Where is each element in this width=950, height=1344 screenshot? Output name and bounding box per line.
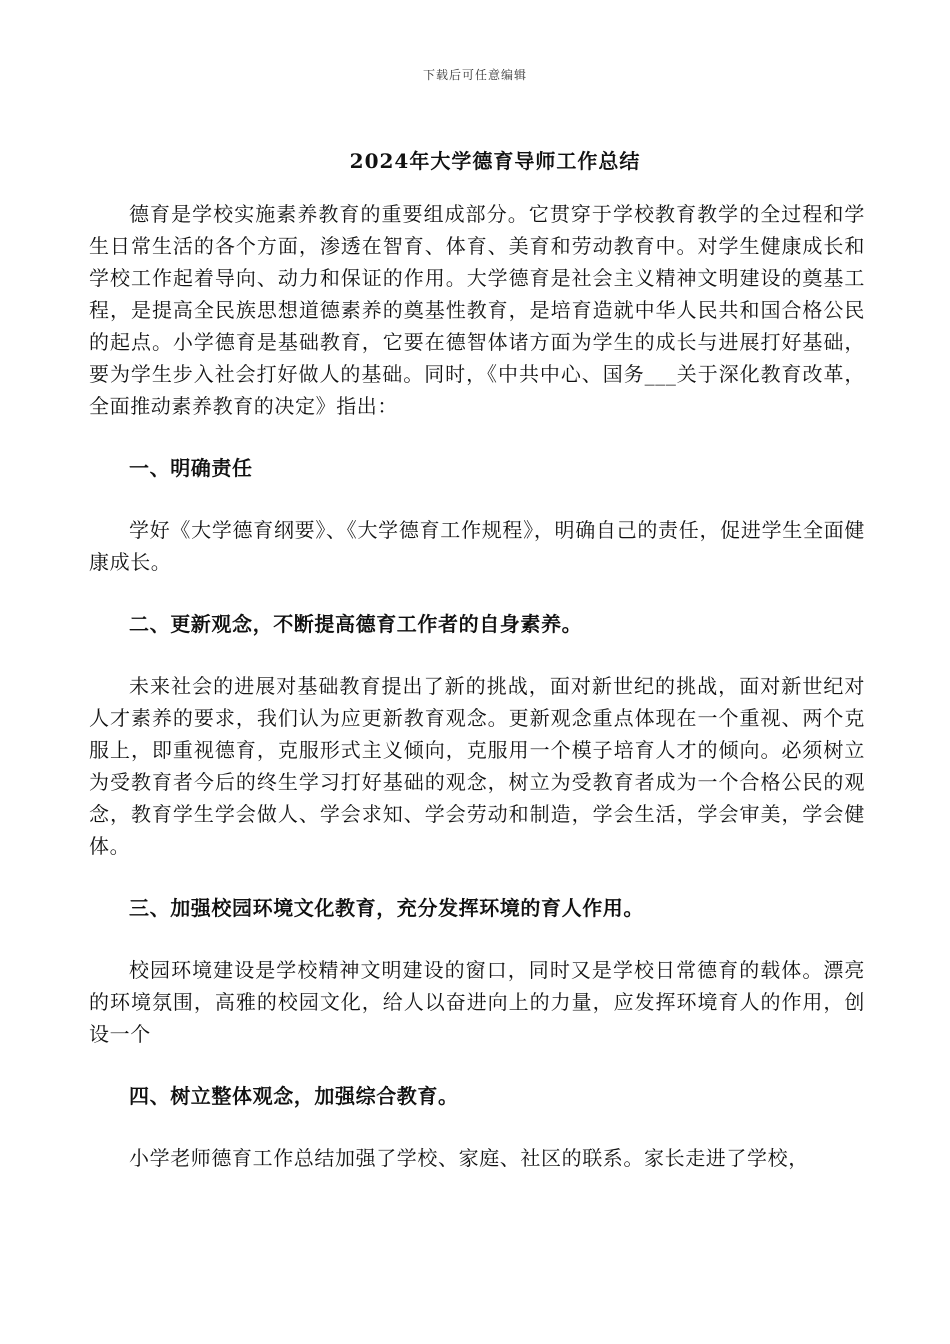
section-paragraph-3: 校园环境建设是学校精神文明建设的窗口，同时又是学校日常德育的载体。漂亮的环境氛围，高雅的校园文化，给人以奋进向上的力量，应发挥环境育人的作用，创设一个 — [89, 958, 865, 1046]
section-heading-1: 一、明确责任 — [129, 456, 253, 480]
section-paragraph-4: 小学老师德育工作总结加强了学校、家庭、社区的联系。家长走进了学校， — [129, 1146, 809, 1170]
page-header-note: 下载后可任意编辑 — [422, 68, 527, 82]
section-heading-3: 三、加强校园环境文化教育，充分发挥环境的育人作用。 — [129, 896, 644, 920]
document-title: 2024年大学德育导师工作总结 — [349, 149, 641, 173]
section-heading-2: 二、更新观念，不断提高德育工作者的自身素养。 — [129, 612, 583, 636]
intro-paragraph: 德育是学校实施素养教育的重要组成部分。它贯穿于学校教育教学的全过程和学生日常生活的各个方面，渗透在智育、体育、美育和劳动教育中。对学生健康成长和学校工作起着导向、动力和保证的作用。大学德育是社会主义精神文明建设的奠基工程，是提高全民族思想道德素养的奠基性教育，是培育造就中华人民共和国合格公民的起点。小学德育是基础教育，它要在德智体诸方面为学生的成长与进展打好基础，要为学生步入社会打好做人的基础。同时，《中共中心、国务___关于深化教育改革，全面推动素养教育的决定》指出： — [89, 202, 865, 418]
section-heading-4: 四、树立整体观念，加强综合教育。 — [129, 1084, 459, 1108]
section-paragraph-2: 未来社会的进展对基础教育提出了新的挑战，面对新世纪的挑战，面对新世纪对人才素养的要求，我们认为应更新教育观念。更新观念重点体现在一个重视、两个克服上，即重视德育，克服形式主义倾向，克服用一个模子培育人才的倾向。必须树立为受教育者今后的终生学习打好基础的观念，树立为受教育者成为一个合格公民的观念，教育学生学会做人、学会求知、学会劳动和制造，学会生活，学会审美，学会健体。 — [89, 674, 865, 858]
document-body — [89, 198, 865, 1174]
section-paragraph-1: 学好《大学德育纲要》、《大学德育工作规程》，明确自己的责任，促进学生全面健康成长。 — [89, 518, 865, 574]
